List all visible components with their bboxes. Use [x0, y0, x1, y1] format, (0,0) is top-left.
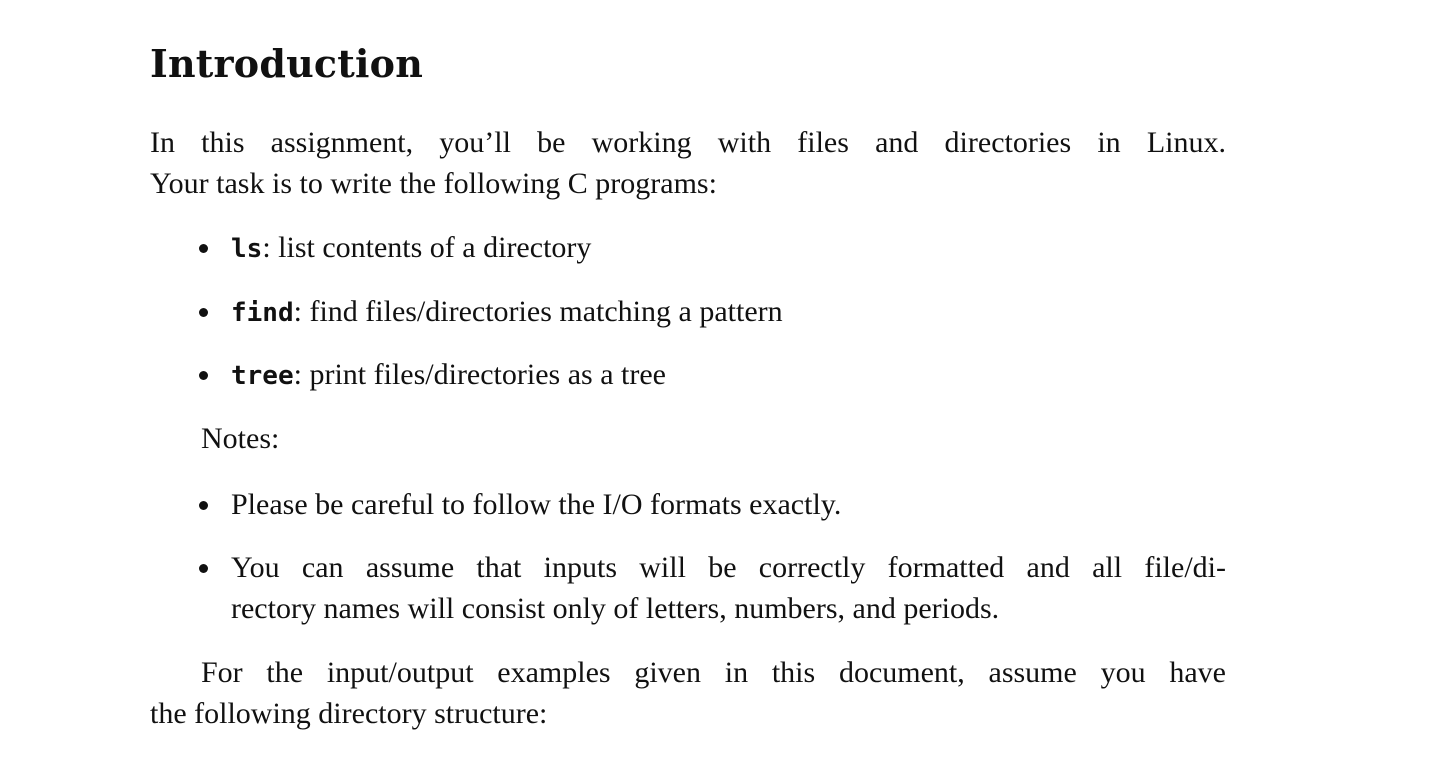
intro-paragraph: [150, 122, 1226, 204]
note-text: Please be careful to follow the I/O formats exactly.: [231, 488, 842, 521]
list-item: [150, 484, 1226, 547]
program-name: tree: [231, 361, 294, 391]
closing-line-2: the following directory structure:: [150, 697, 548, 730]
note-line-2: rectory names will consist only of letters, numbers, and periods.: [231, 592, 1000, 625]
closing-paragraph: [150, 652, 1226, 734]
notes-label: Notes:: [201, 422, 280, 455]
bullet-icon: [199, 564, 208, 573]
program-description: : find files/directories matching a pattern: [293, 294, 783, 328]
section-heading: Introduction: [150, 41, 424, 86]
list-item: [150, 291, 783, 355]
list-item: [150, 354, 783, 418]
bullet-icon: [199, 501, 208, 510]
program-description: : list contents of a directory: [262, 231, 592, 264]
notes-list: [150, 484, 1226, 629]
program-list: [150, 227, 783, 418]
note-line-1: You can assume that inputs will be correctly formatted and all file/di-: [231, 551, 1226, 584]
intro-line-2: Your task is to write the following C programs:: [150, 167, 717, 200]
program-description: : print files/directories as a tree: [293, 358, 666, 391]
bullet-icon: [199, 371, 208, 380]
bullet-icon: [199, 308, 208, 317]
intro-line-1: In this assignment, you’ll be working with files and directories in Linux.: [150, 126, 1226, 159]
closing-line-1: For the input/output examples given in this document, assume you have: [201, 656, 1226, 689]
program-name: find: [231, 297, 294, 328]
program-name: ls: [231, 234, 263, 264]
bullet-icon: [199, 244, 208, 253]
list-item: [150, 227, 783, 291]
list-item: [150, 547, 1226, 629]
